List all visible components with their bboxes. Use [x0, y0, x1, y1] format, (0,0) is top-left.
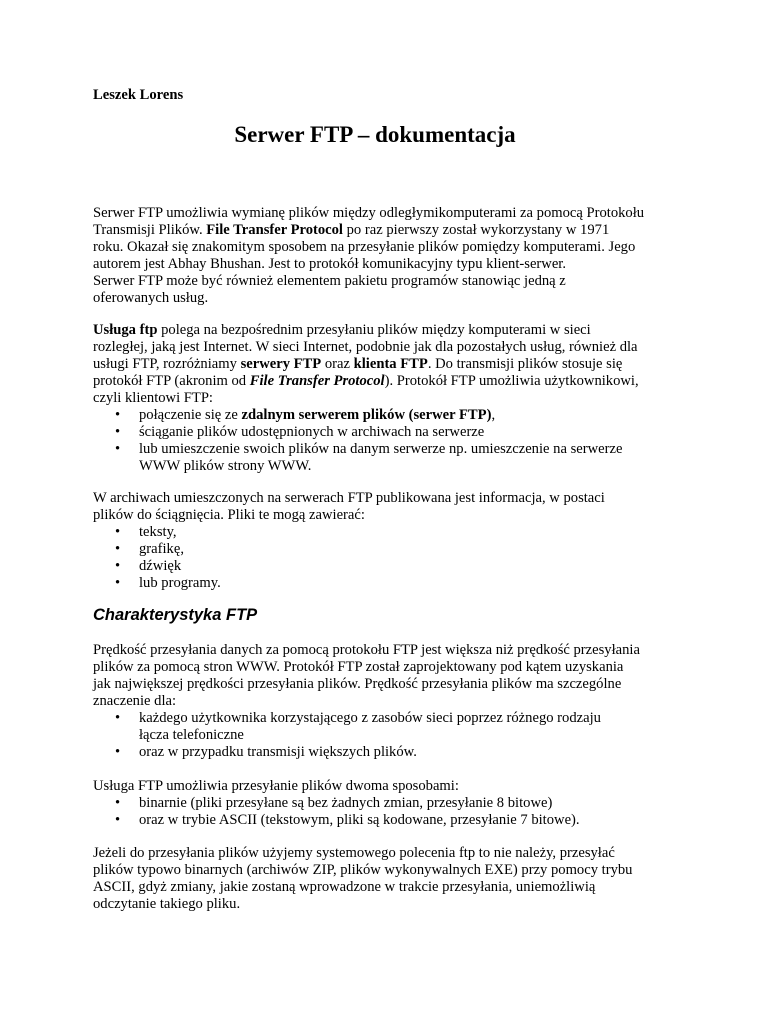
list-item: • oraz w trybie ASCII (tekstowym, pliki są kodowane, przesyłanie 7 bitowe). [93, 812, 693, 829]
text-line: rozległej, jaką jest Internet. W sieci Internet, podobnie jak dla pozostałych usług, również dla [93, 339, 638, 355]
text-span: Transmisji Plików. [93, 222, 207, 238]
text-span: każdego użytkownika korzystającego z zasobów sieci poprzez różnego rodzaju [139, 710, 601, 726]
text-line [93, 373, 693, 390]
archiwa-paragraph [93, 490, 693, 592]
bold-term: Usługa ftp [93, 322, 158, 338]
sposoby-paragraph [93, 778, 693, 829]
usluga-paragraph [93, 322, 693, 475]
text-line: Prędkość przesyłania danych za pomocą protokołu FTP jest większa niż prędkość przesyłania [93, 642, 640, 658]
section-heading: Charakterystyka FTP [93, 606, 258, 624]
text-line: czyli klientowi FTP: [93, 390, 213, 406]
intro-paragraph [93, 205, 693, 307]
text-span: połączenie się ze [139, 407, 242, 423]
list-item: • ściąganie plików udostępnionych w archiwach na serwerze [93, 424, 693, 441]
text-line: plików za pomocą stron WWW. Protokół FTP został zaprojektowany pod kątem uzyskania [93, 659, 624, 675]
text-span: lub umieszczenie swoich plików na danym serwerze np. umieszczenie na serwerze [139, 441, 623, 457]
text-line: jak największej prędkości przesyłania plików. Prędkość przesyłania plików ma szczególne [93, 676, 622, 692]
text-span: po raz pierwszy został wykorzystany w 1971 [342, 222, 610, 238]
bullet-list [93, 524, 693, 592]
list-item: • oraz w przypadku transmisji większych plików. [93, 744, 693, 761]
list-item: • binarnie (pliki przesyłane są bez żadnych zmian, przesyłanie 8 bitowe) [93, 795, 693, 812]
text-span: . Do transmisji plików stosuje się [427, 356, 623, 372]
bold-term: zdalnym serwerem plików (serwer FTP) [241, 407, 492, 423]
bold-term: klienta FTP [353, 356, 428, 372]
author-name: Leszek Lorens [93, 87, 184, 103]
jezeli-paragraph [93, 845, 693, 913]
text-line [93, 322, 693, 339]
text-line: Serwer FTP umożliwia wymianę plików między odległymikomputerami za pomocą Protokołu [93, 205, 645, 221]
list-item [93, 710, 693, 744]
text-line: Serwer FTP może być również elementem pakietu programów stanowiąc jedną z [93, 273, 566, 289]
text-span: protokół FTP (akronim od [93, 373, 250, 389]
text-line: Usługa FTP umożliwia przesyłanie plików dwoma sposobami: [93, 778, 459, 794]
text-line: plików do ściągnięcia. Pliki te mogą zawierać: [93, 507, 365, 523]
text-line: W archiwach umieszczonych na serwerach FTP publikowana jest informacja, w postaci [93, 490, 605, 506]
text-span: usługi FTP, rozróżniamy [93, 356, 241, 372]
document-title-text: Serwer FTP – dokumentacja [234, 122, 516, 147]
bold-term: File Transfer Protocol [206, 222, 343, 238]
text-span: , [491, 407, 496, 423]
text-line: roku. Okazał się znakomitym sposobem na przesyłanie plików pomiędzy komputerami. Jego [93, 239, 636, 255]
text-span: WWW plików strony WWW. [139, 458, 312, 474]
text-line [93, 356, 693, 373]
list-item: • dźwięk [93, 558, 693, 575]
text-line: Jeżeli do przesyłania plików użyjemy systemowego polecenia ftp to nie należy, przesyłać [93, 845, 615, 861]
text-line: autorem jest Abhay Bhushan. Jest to protokół komunikacyjny typu klient-serwer. [93, 256, 567, 272]
list-item [93, 441, 693, 475]
text-line [93, 222, 693, 239]
bold-italic-term: File Transfer Protocol [249, 373, 385, 389]
bullet-list [93, 795, 693, 829]
bullet-list [93, 710, 693, 761]
text-span: oraz [321, 356, 354, 372]
text-span: ). Protokół FTP umożliwia użytkownikowi, [384, 373, 639, 389]
bullet-list [93, 407, 693, 475]
list-item: • grafikę, [93, 541, 693, 558]
text-line: oferowanych usług. [93, 290, 209, 306]
document-title [0, 121, 770, 149]
text-line: plików typowo binarnych (archiwów ZIP, plików wykonywalnych EXE) przy pomocy trybu [93, 862, 633, 878]
bold-term: serwery FTP [240, 356, 322, 372]
text-line: znaczenie dla: [93, 693, 177, 709]
text-line: ASCII, gdyż zmiany, jakie zostaną wprowadzone w trakcie przesyłania, uniemożliwią [93, 879, 596, 895]
list-item: • teksty, [93, 524, 693, 541]
text-line: odczytanie takiego pliku. [93, 896, 241, 912]
list-item: • lub programy. [93, 575, 693, 592]
predkosc-paragraph [93, 642, 693, 761]
text-span: polega na bezpośrednim przesyłaniu plików między komputerami w sieci [157, 322, 591, 338]
list-item [93, 407, 693, 424]
text-span: łącza telefoniczne [139, 727, 244, 743]
